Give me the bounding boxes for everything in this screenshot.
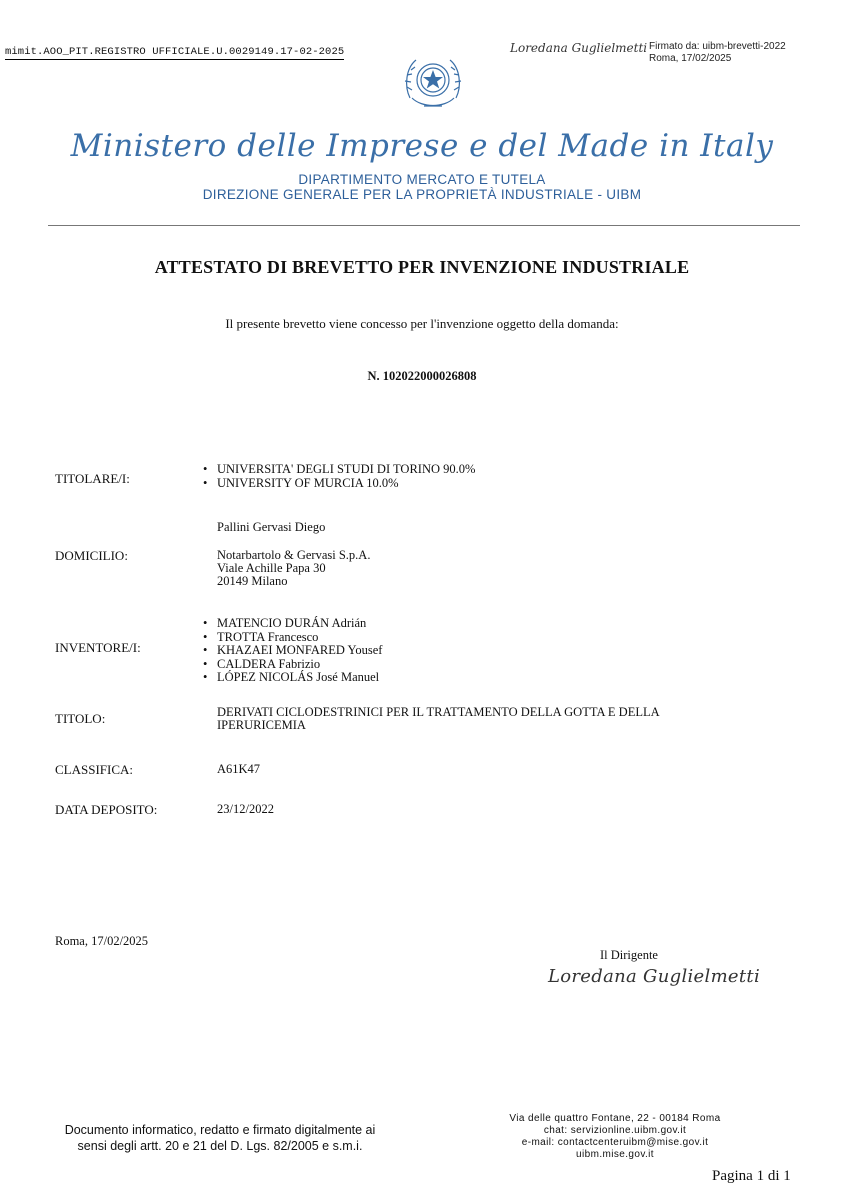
legal-notice [40,1122,400,1154]
direction-name: DIREZIONE GENERALE PER LA PROPRIETÀ INDUSTRIALE - UIBM [202,187,642,202]
list-item: • LÓPEZ NICOLÁS José Manuel [203,671,382,685]
closing-place-date: Roma, 17/02/2025 [55,934,149,948]
contact-address: Via delle quattro Fontane, 22 - 00184 Roma [509,1113,721,1124]
list-item: • MATENCIO DURÁN Adrián [203,617,382,631]
signed-by-text: Firmato da: uibm-brevetti-2022 [649,41,786,52]
signature-info [649,41,786,65]
titolo-label: TITOLO: [55,711,106,726]
domicilio-name: Pallini Gervasi Diego [217,520,326,534]
header-divider [48,225,800,226]
titolo-line: IPERURICEMIA [217,718,306,732]
contact-website: uibm.mise.gov.it [576,1149,654,1160]
signer-role: Il Dirigente [600,948,658,962]
page-number: Pagina 1 di 1 [712,1168,791,1184]
inventori-list [203,617,382,685]
domicilio-label: DOMICILIO: [55,548,128,563]
address-line: Viale Achille Papa 30 [217,561,326,575]
inventori-label: INVENTORE/I: [55,640,141,655]
titolari-label: TITOLARE/I: [55,471,130,486]
deposito-value: 23/12/2022 [217,802,274,816]
list-item: • UNIVERSITY OF MURCIA 10.0% [203,477,475,491]
legal-line: Documento informatico, redatto e firmato digitalmente ai [64,1123,376,1137]
handwritten-signature: Loredana Guglielmetti [548,966,761,987]
document-title: ATTESTATO DI BREVETTO PER INVENZIONE INDUSTRIALE [154,257,690,277]
signed-place-date: Roma, 17/02/2025 [649,53,732,64]
list-item: • TROTTA Francesco [203,631,382,645]
classifica-label: CLASSIFICA: [55,762,134,777]
list-item: • UNIVERSITA' DEGLI STUDI DI TORINO 90.0% [203,463,475,477]
list-item: • CALDERA Fabrizio [203,658,382,672]
domicilio-address [217,549,370,588]
titolari-list [203,463,475,490]
legal-line: sensi degli artt. 20 e 21 del D. Lgs. 82/2005 e s.m.i. [77,1139,363,1153]
contact-email: e-mail: contactcenteruibm@mise.gov.it [521,1137,709,1148]
italian-republic-emblem-icon [398,50,468,120]
ministry-name: Ministero delle Imprese e del Made in Italy [70,128,774,164]
contact-info [470,1113,760,1161]
digital-signature-mark: Loredana Guglielmetti [510,41,648,55]
list-item: • KHAZAEI MONFARED Yousef [203,644,382,658]
titolo-value [217,706,660,732]
intro-text: Il presente brevetto viene concesso per l'invenzione oggetto della domanda: [225,316,619,331]
contact-chat: chat: servizionline.uibm.gov.it [543,1125,687,1136]
titolo-line: DERIVATI CICLODESTRINICI PER IL TRATTAMENTO DELLA GOTTA E DELLA [217,705,660,719]
deposito-label: DATA DEPOSITO: [55,802,158,817]
department-name: DIPARTIMENTO MERCATO E TUTELA [298,172,546,187]
address-line: Notarbartolo & Gervasi S.p.A. [217,548,371,562]
patent-number: N. 102022000026808 [367,369,477,383]
address-line: 20149 Milano [217,574,288,588]
classifica-value: A61K47 [217,762,261,776]
protocol-number: mimit.AOO_PIT.REGISTRO UFFICIALE.U.0029149.17-02-2025 [5,46,345,58]
